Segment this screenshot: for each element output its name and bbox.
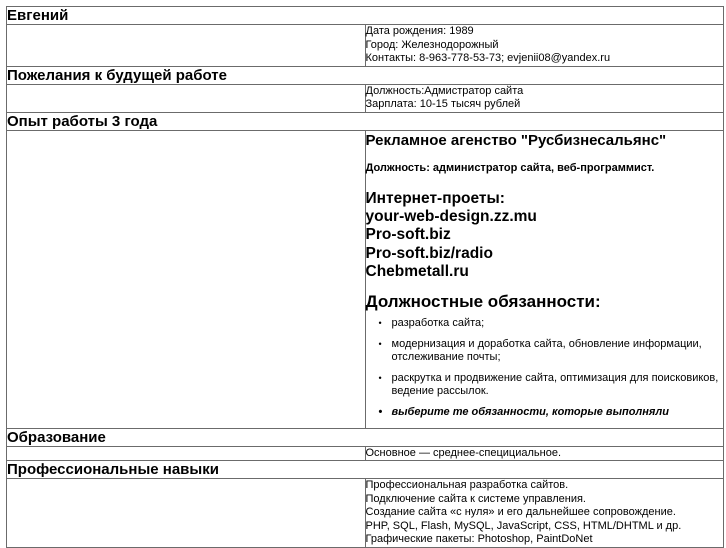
section-body-personal	[7, 25, 724, 67]
bullet-icon: •	[378, 405, 383, 418]
skills-details	[365, 479, 724, 548]
duty-item: • раскрутка и продвижение сайта, оптимизация для поисковиков, ведение рассылок.	[378, 371, 719, 397]
project-item: Chebmetall.ru	[365, 263, 469, 280]
job-position: Должность: администратор сайта, веб-программист.	[365, 161, 655, 174]
section-header-wishes	[7, 66, 724, 84]
education-title: Образование	[7, 428, 724, 446]
skill-line: Профессиональная разработка сайтов.	[365, 479, 569, 491]
desired-position: Должность:Адмистратор сайта	[365, 84, 524, 97]
contacts: Контакты: 8-963-778-53-73; evjenii08@yandex.ru	[365, 52, 611, 64]
section-body-skills	[7, 479, 724, 548]
desired-salary: Зарплата: 10-15 тысяч рублей	[365, 98, 521, 110]
section-body-experience	[7, 130, 724, 428]
skill-line: PHP, SQL, Flash, MySQL, JavaScript, CSS, HTML/DHTML и др.	[365, 519, 682, 532]
personal-details	[365, 25, 724, 67]
experience-details	[365, 130, 724, 428]
skill-line: Графические пакеты: Photoshop, PaintDoNet	[365, 533, 593, 545]
section-header-experience	[7, 112, 724, 130]
person-name: Евгений	[7, 7, 724, 25]
skills-title: Профессиональные навыки	[7, 461, 724, 479]
bullet-icon: •	[378, 338, 382, 349]
duty-item: • разработка сайта;	[378, 316, 485, 329]
city: Город: Железнодорожный	[365, 38, 499, 51]
bullet-icon: •	[378, 372, 382, 383]
experience-title: Опыт работы 3 года	[7, 112, 724, 130]
resume-page	[6, 6, 724, 548]
company-name: Рекламное агенство "Русбизнесальянс"	[365, 131, 667, 149]
project-item: your-web-design.zz.mu	[365, 207, 537, 225]
duty-item: • модернизация и доработка сайта, обновление информации, отслеживание почты;	[378, 337, 702, 363]
project-item: Pro-soft.biz	[365, 226, 451, 243]
wishes-title: Пожелания к будущей работе	[7, 66, 724, 84]
section-header-personal	[7, 7, 724, 25]
skill-line: Создание сайта «с нуля» и его дальнейшее сопровождение.	[365, 506, 676, 518]
skill-line: Подключение сайта к системе управления.	[365, 492, 586, 505]
section-body-wishes	[7, 84, 724, 112]
section-header-education	[7, 428, 724, 446]
duties-title: Должностные обязанности:	[365, 291, 601, 311]
wishes-details	[365, 84, 724, 112]
education-text: Основное — среднее-специциальное.	[365, 446, 724, 461]
resume-table	[6, 6, 724, 548]
duties-list	[366, 317, 724, 419]
bullet-icon: •	[378, 317, 382, 328]
section-header-skills	[7, 461, 724, 479]
section-body-education	[7, 446, 724, 461]
birth-date: Дата рождения: 1989	[365, 25, 474, 37]
project-item: Pro-soft.biz/radio	[365, 244, 493, 262]
projects-title: Интернет-проеты:	[365, 189, 505, 207]
duty-note: • выберите те обязанности, которые выполняли	[378, 405, 669, 418]
